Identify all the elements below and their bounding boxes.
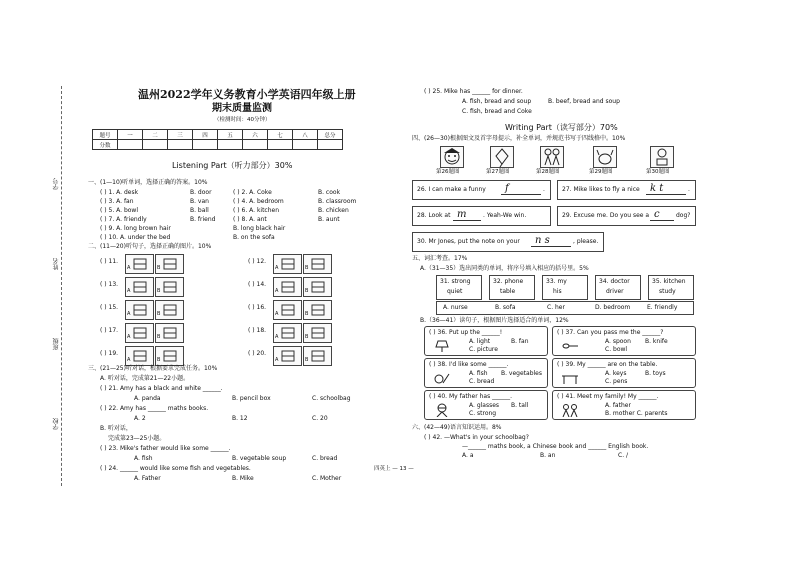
- pic-label-28: 第28题图: [536, 169, 560, 175]
- q36-b: B. fan: [511, 338, 529, 345]
- picture-option-label: A: [127, 357, 131, 363]
- picture-option[interactable]: [155, 323, 184, 343]
- word-box-35-a: 35. kitchen: [652, 278, 686, 285]
- q42-b: B. an: [540, 452, 556, 459]
- word-box-32-a: 32. phone: [493, 278, 524, 285]
- q12[interactable]: ( ) 12.: [248, 258, 267, 265]
- q7-b: B. friend: [190, 216, 216, 223]
- picture-option-label: B: [305, 265, 309, 271]
- picture-option[interactable]: [125, 277, 154, 297]
- q41-box: [552, 390, 696, 420]
- man-with-glasses-icon: [433, 402, 451, 416]
- side-label-school: 学校: [53, 418, 60, 430]
- word-box-33-a: 33. my: [546, 278, 567, 285]
- pic-26-clown-face: [440, 146, 464, 168]
- page-footer: 四英上 — 13 —: [374, 466, 414, 472]
- q23-b: B. vegetable soup: [232, 455, 287, 462]
- word-box-33-b: his: [553, 288, 562, 295]
- q38[interactable]: ( ) 38. I'd like some ______.: [429, 361, 509, 368]
- score-cell[interactable]: [243, 140, 268, 150]
- word-box-32[interactable]: [489, 275, 535, 300]
- word-bank: [436, 301, 694, 315]
- pic-label-30: 第30题图: [646, 169, 670, 175]
- q37-b: B. knife: [645, 338, 668, 345]
- pic-29-cute-dog: [593, 146, 617, 168]
- word-bank-b: B. sofa: [495, 304, 516, 311]
- q36[interactable]: ( ) 36. Put up the ______!: [429, 329, 503, 336]
- q23-c: C. bread: [312, 455, 338, 462]
- q1-b: B. door: [190, 189, 212, 196]
- q27-box[interactable]: [557, 180, 696, 200]
- sec5B: B.（36—41）读句子，根据图片选择适合的单词，12%: [420, 317, 569, 324]
- q40-box: [424, 390, 548, 420]
- q22-a: A. 2: [134, 415, 146, 422]
- q41[interactable]: ( ) 41. Meet my family! My ______.: [557, 393, 659, 400]
- q2-b: B. cook: [318, 189, 341, 196]
- score-head-0: 题号: [93, 130, 118, 140]
- q14[interactable]: ( ) 14.: [248, 281, 267, 288]
- picture-option-label: B: [305, 288, 309, 294]
- q38-c: C. bread: [469, 378, 495, 385]
- q11[interactable]: ( ) 11.: [100, 258, 119, 265]
- sec3-partB: [100, 426, 132, 432]
- side-label-name: 姓名: [53, 258, 60, 270]
- score-head-6: 六: [243, 130, 268, 140]
- q38-box: [424, 358, 548, 388]
- picture-option-label: A: [127, 288, 131, 294]
- word-box-31-a: 31. strong: [440, 278, 471, 285]
- q42-c: C. /: [618, 452, 629, 459]
- q3-b: B. van: [190, 198, 209, 205]
- word-box-34-b: driver: [606, 288, 624, 295]
- q29-box[interactable]: [557, 206, 696, 226]
- q8[interactable]: ( ) 8. A. ant: [233, 216, 267, 223]
- q24-a: A. Father: [134, 475, 161, 482]
- picture-option-label: A: [127, 311, 131, 317]
- word-box-34[interactable]: [595, 275, 641, 300]
- picture-option[interactable]: [125, 323, 154, 343]
- pic-label-26: 第26题图: [436, 169, 460, 175]
- q42-line2: —______ maths book, a Chinese book and ______ English book.: [462, 443, 649, 450]
- score-table: [92, 129, 343, 150]
- score-cell[interactable]: [143, 140, 168, 150]
- q23-a: A. fish: [134, 455, 153, 462]
- score-head-2: 二: [143, 130, 168, 140]
- pic-28-people: [540, 146, 564, 168]
- picture-option-label: A: [127, 334, 131, 340]
- q24-c: C. Mother: [312, 475, 342, 482]
- score-cell[interactable]: [293, 140, 318, 150]
- score-cell[interactable]: [318, 140, 343, 150]
- q26-text: 26. I can make a funny: [417, 186, 486, 193]
- spoon-icon: [561, 338, 579, 352]
- q9-b: B. long black hair: [233, 225, 286, 232]
- word-box-35[interactable]: [648, 275, 694, 300]
- q25-b: B. beef, bread and soup: [548, 98, 620, 105]
- q4[interactable]: ( ) 4. A. bedroom: [233, 198, 284, 205]
- q20[interactable]: ( ) 20.: [248, 350, 267, 357]
- picture-option-label: B: [157, 288, 161, 294]
- picture-option[interactable]: [303, 300, 332, 320]
- picture-option[interactable]: [125, 300, 154, 320]
- q38-b: B. vegetables: [501, 370, 542, 377]
- partB-a: B. 听对话，: [100, 425, 132, 432]
- score-head-8: 八: [293, 130, 318, 140]
- picture-option[interactable]: [303, 346, 332, 366]
- q1[interactable]: ( ) 1. A. desk: [100, 189, 139, 196]
- score-row-label: 分数: [93, 140, 118, 150]
- q36-a: A. light: [469, 338, 491, 345]
- picture-option[interactable]: [273, 323, 302, 343]
- q29-tail: dog?: [676, 212, 691, 219]
- word-box-31-b: quiet: [447, 288, 463, 295]
- q38-a: A. fish: [469, 370, 488, 377]
- picture-option[interactable]: [303, 323, 332, 343]
- q40-a: A. glasses: [469, 402, 500, 409]
- q6[interactable]: ( ) 6. A. kitchen: [233, 207, 280, 214]
- q25[interactable]: ( ) 25. Mike has ______ for dinner.: [424, 88, 523, 95]
- sec5A: A.（31—35）选出同类的单词，将序号填入相应的括号里。5%: [420, 265, 589, 272]
- q13[interactable]: ( ) 13.: [100, 281, 119, 288]
- q19[interactable]: ( ) 19.: [100, 350, 119, 357]
- q6-b: B. chicken: [318, 207, 349, 214]
- q30-handwriting: n s: [535, 235, 550, 246]
- q39-b: B. toys: [645, 370, 666, 377]
- q21[interactable]: ( ) 21. Amy has a black and white ______.: [100, 385, 223, 392]
- q8-b: B. aunt: [318, 216, 340, 223]
- word-bank-c: C. her: [547, 304, 565, 311]
- q37-c: C. bowl: [605, 346, 628, 353]
- word-bank-e: E. friendly: [647, 304, 678, 311]
- picture-option-label: A: [127, 265, 131, 271]
- picture-option[interactable]: [155, 254, 184, 274]
- q39-c: C. pens: [605, 378, 628, 385]
- picture-option-label: A: [275, 288, 279, 294]
- side-label-student-id: 学号: [53, 178, 60, 190]
- picture-option-label: B: [305, 334, 309, 340]
- word-bank-d: D. bedroom: [595, 304, 631, 311]
- picture-option[interactable]: [273, 254, 302, 274]
- q9[interactable]: ( ) 9. A. long brown hair: [100, 225, 171, 232]
- listening-title: Listening Part（听力部分）30%: [172, 161, 293, 170]
- q27-text: 27. Mike likes to fly a nice: [562, 186, 640, 193]
- picture-option[interactable]: [155, 277, 184, 297]
- sec3-heading: 三、(21—25)听对话，根据要求完成任务。10%: [88, 365, 218, 372]
- q41-c: C. parents: [636, 410, 668, 417]
- picture-option[interactable]: [273, 300, 302, 320]
- lamp-icon: [433, 338, 451, 352]
- q24[interactable]: ( ) 24. ______ would like some fish and vegetables.: [100, 465, 251, 472]
- family-icon: [561, 402, 579, 416]
- pic-30-boy-notebook: [650, 146, 674, 168]
- q24-b: B. Mike: [232, 475, 254, 482]
- sec2-heading: 二、(11—20)听句子，选择正确的图片。10%: [88, 243, 212, 250]
- score-head-4: 四: [193, 130, 218, 140]
- sec5-heading: 五、词汇考查。17%: [412, 255, 468, 262]
- q29-handwriting: c: [654, 209, 660, 220]
- q37-a: A. spoon: [605, 338, 631, 345]
- picture-option-label: A: [275, 357, 279, 363]
- q39-a: A. keys: [605, 370, 627, 377]
- q36-box: [424, 326, 548, 356]
- sec3-partA: A. 听对话，完成第21—22小题。: [100, 375, 190, 382]
- q42-a: A. a: [462, 452, 474, 459]
- q22-c: C. 20: [312, 415, 328, 422]
- cut-line: [61, 86, 62, 486]
- score-head-7: 七: [268, 130, 293, 140]
- word-box-34-a: 34. doctor: [599, 278, 630, 285]
- q10[interactable]: ( ) 10. A. under the bed: [100, 234, 171, 241]
- word-box-31[interactable]: [436, 275, 482, 300]
- exam-subtitle: 期末质量监测: [212, 103, 272, 114]
- q17[interactable]: ( ) 17.: [100, 327, 119, 334]
- picture-option[interactable]: [303, 254, 332, 274]
- picture-option-label: A: [275, 311, 279, 317]
- q26-tail: .: [543, 186, 545, 193]
- sec1-heading: 一、(1—10)听单词，选择正确的答案。10%: [88, 179, 208, 186]
- q23[interactable]: ( ) 23. Mike's father would like some ______.: [100, 445, 231, 452]
- q30-text: 30. Mr Jones, put the note on your: [417, 238, 520, 245]
- q40-c: C. strong: [469, 410, 497, 417]
- picture-option-label: B: [157, 357, 161, 363]
- q41-a: A. father: [605, 402, 631, 409]
- q41-b: B. mother: [605, 410, 635, 417]
- q30-box[interactable]: [412, 232, 604, 252]
- picture-option-label: B: [157, 311, 161, 317]
- q15[interactable]: ( ) 15.: [100, 304, 119, 311]
- q27-handwriting: k t: [650, 183, 664, 194]
- time-note: （检测时间：40分钟）: [214, 117, 271, 123]
- q40-b: B. tall: [511, 402, 529, 409]
- word-bank-a: A. nurse: [443, 304, 468, 311]
- q28-box[interactable]: [412, 206, 551, 226]
- score-cell[interactable]: [218, 140, 243, 150]
- q28-handwriting: m: [457, 209, 467, 220]
- score-head-3: 三: [168, 130, 193, 140]
- q21-c: C. schoolbag: [312, 395, 351, 402]
- q28-tail: . Yeah-We win.: [483, 212, 527, 219]
- score-cell[interactable]: [268, 140, 293, 150]
- picture-option[interactable]: [125, 346, 154, 366]
- picture-option[interactable]: [125, 254, 154, 274]
- picture-option[interactable]: [155, 346, 184, 366]
- q22[interactable]: ( ) 22. Amy has ______ maths books.: [100, 405, 209, 412]
- score-cell[interactable]: [193, 140, 218, 150]
- score-head-5: 五: [218, 130, 243, 140]
- q42[interactable]: ( ) 42. —What's in your schoolbag?: [424, 434, 529, 441]
- q2[interactable]: ( ) 2. A. Coke: [233, 189, 272, 196]
- score-cell[interactable]: [118, 140, 143, 150]
- q21-b: B. pencil box: [232, 395, 271, 402]
- sec4-heading: 四、(26—30)根据图文及首字母提示，补全单词，并规范书写于四线格中。10%: [412, 135, 626, 142]
- picture-option[interactable]: [155, 300, 184, 320]
- picture-option[interactable]: [303, 277, 332, 297]
- q18[interactable]: ( ) 18.: [248, 327, 267, 334]
- q5-b: B. ball: [190, 207, 209, 214]
- q16[interactable]: ( ) 16.: [248, 304, 267, 311]
- picture-option-label: B: [305, 311, 309, 317]
- q4-b: B. classroom: [318, 198, 357, 205]
- picture-option-label: A: [275, 334, 279, 340]
- q29-text: 29. Excuse me. Do you see a: [562, 212, 650, 219]
- q41-bc: [605, 411, 667, 417]
- q3[interactable]: ( ) 3. A. fan: [100, 198, 134, 205]
- pic-27-kite: [490, 146, 514, 168]
- word-box-33[interactable]: [542, 275, 588, 300]
- exam-title: 温州2022学年义务教育小学英语四年级上册: [138, 88, 356, 101]
- score-cell[interactable]: [168, 140, 193, 150]
- q25-a: A. fish, bread and soup: [462, 98, 532, 105]
- q36-c: C. picture: [469, 346, 498, 353]
- picture-option-label: A: [275, 265, 279, 271]
- q30-tail: , please.: [573, 238, 599, 245]
- sec3-partB2: 完成第23—25小题。: [108, 435, 166, 442]
- writing-title: Writing Part（读写部分）70%: [505, 123, 618, 132]
- q39-box: [552, 358, 696, 388]
- q5[interactable]: ( ) 5. A. bowl: [100, 207, 138, 214]
- side-label-class: 班级: [53, 338, 60, 350]
- q21-a: A. panda: [134, 395, 161, 402]
- pic-label-29: 第29题图: [589, 169, 613, 175]
- picture-option[interactable]: [273, 277, 302, 297]
- vegetables-icon: [433, 370, 451, 384]
- binding-margin: [48, 86, 74, 486]
- q28-text: 28. Look at: [417, 212, 451, 219]
- q10-b: B. on the sofa: [233, 234, 275, 241]
- picture-option-label: B: [157, 265, 161, 271]
- q37[interactable]: ( ) 37. Can you pass me the ______?: [557, 329, 664, 336]
- sec6-heading: 六、(42—49)语言知识运用。8%: [412, 424, 502, 431]
- pic-label-27: 第27题图: [486, 169, 510, 175]
- picture-option-label: B: [157, 334, 161, 340]
- q25-c: C. fish, bread and Coke: [462, 108, 532, 115]
- q26-handwriting: f: [505, 183, 509, 194]
- picture-option[interactable]: [273, 346, 302, 366]
- q39[interactable]: ( ) 39. My ______ are on the table.: [557, 361, 658, 368]
- score-head-9: 总分: [318, 130, 343, 140]
- picture-option-label: B: [305, 357, 309, 363]
- table-icon: [561, 370, 579, 384]
- word-box-32-b: table: [500, 288, 516, 295]
- q37-box: [552, 326, 696, 356]
- q27-tail: .: [688, 186, 690, 193]
- q7[interactable]: ( ) 7. A. friendly: [100, 216, 147, 223]
- score-head-1: 一: [118, 130, 143, 140]
- q40[interactable]: ( ) 40. My father has ______.: [429, 393, 513, 400]
- word-box-35-b: study: [659, 288, 676, 295]
- q26-box[interactable]: [412, 180, 551, 200]
- q22-b: B. 12: [232, 415, 248, 422]
